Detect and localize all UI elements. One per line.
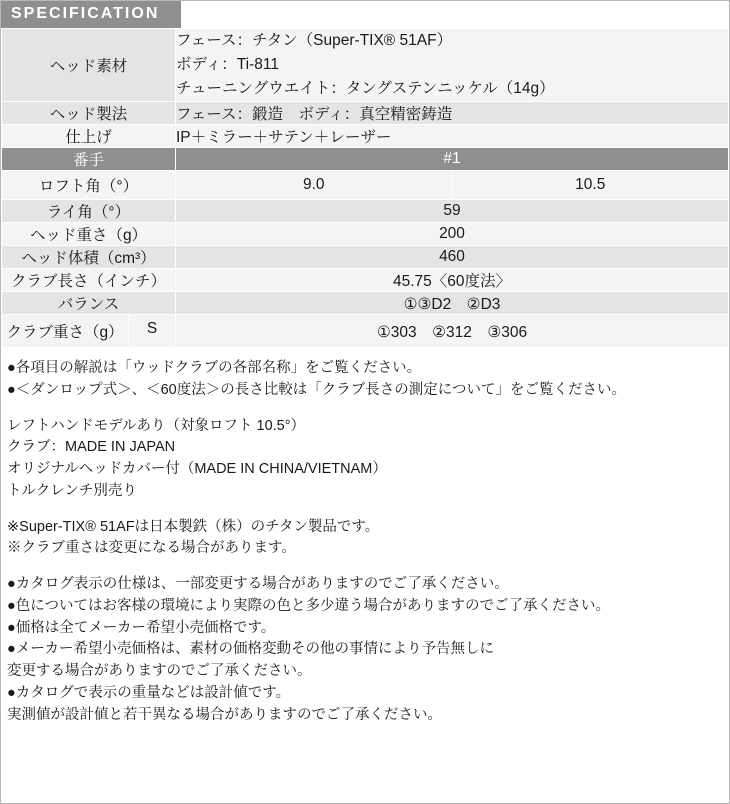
table-row [2,171,729,200]
row-label-finish: 仕上げ [2,125,176,148]
note-line: ●＜ダンロップ式＞、＜60度法＞の長さ比較は「クラブ長さの測定について」をご覧ください。 [7,381,626,398]
row-label-lie: ライ角（°） [2,200,176,223]
specification-header: SPECIFICATION [1,1,181,28]
note-line: クラブ：MADE IN JAPAN [7,439,176,456]
row-value-head-weight: 200 [176,223,729,246]
row-value-head-volume: 460 [176,246,729,269]
note-line: レフトハンドモデルあり（対象ロフト 10.5°） [7,417,306,434]
material-line-body: ボディ：Ti-811 [176,56,279,74]
material-line-face: フェース：チタン（Super-TIX® 51AF） [176,32,453,49]
club-weight-label: クラブ重さ（g） [2,315,129,347]
table-row [2,223,729,246]
loft-value-1: 9.0 [176,171,453,199]
table-row [2,269,729,292]
material-line-weight: チューニングウエイト：タングステンニッケル（14g） [176,80,555,98]
notes-group-disclaimer [7,574,723,726]
row-label-head-volume: ヘッド体積（cm³） [2,246,176,269]
row-value-head-material [176,29,729,102]
notes-section [1,348,729,730]
note-line: ●各項目の解説は「ウッドクラブの各部名称」をご覧ください。 [7,360,422,377]
table-row [2,102,729,125]
header-label-club-number: 番手 [2,148,176,171]
row-label-club-length: クラブ長さ（インチ） [2,269,176,292]
note-line: ●メーカー希望小売価格は、素材の価格変動その他の事情により予告無しに [7,641,494,658]
row-label-loft: ロフト角（°） [2,171,176,200]
table-row [2,29,729,102]
note-line: オリジナルヘッドカバー付（MADE IN CHINA/VIETNAM） [7,461,387,478]
row-value-head-construction: フェース：鍛造 ボディ：真空精密鋳造 [176,102,729,125]
table-row [2,246,729,269]
note-line: ●カタログ表示の仕様は、一部変更する場合がありますのでご了承ください。 [7,576,509,593]
row-value-loft [176,171,729,200]
row-value-finish: IP＋ミラー＋サテン＋レーザー [176,125,729,148]
loft-value-2: 10.5 [575,176,606,194]
row-label-head-weight: ヘッド重さ（g） [2,223,176,246]
row-label-club-weight [2,315,176,348]
table-row [2,200,729,223]
row-value-club-length: 45.75〈60度法〉 [176,269,729,292]
notes-group-explanations [7,358,723,402]
header-value-club-number: #1 [176,148,729,171]
table-row [2,315,729,348]
row-label-balance: バランス [2,292,176,315]
note-line: 実測値が設計値と若干異なる場合がありますのでご了承ください。 [7,706,442,723]
note-line: ●価格は全てメーカー希望小売価格です。 [7,619,276,636]
note-line: 変更する場合がありますのでご了承ください。 [7,663,312,680]
note-line: ●カタログで表示の重量などは設計値です。 [7,684,291,701]
note-line: ※Super-TIX® 51AFは日本製鉄（株）のチタン製品です。 [7,518,380,535]
note-line: ※クラブ重さは変更になる場合があります。 [7,540,296,557]
row-label-head-construction: ヘッド製法 [2,102,176,125]
table-row [2,292,729,315]
row-value-lie: 59 [176,200,729,223]
row-label-head-material: ヘッド素材 [2,29,176,102]
club-weight-flex: S [146,320,158,338]
row-value-club-weight: ①303 ②312 ③306 [176,315,729,348]
note-line: ●色についてはお客様の環境により実際の色と多少違う場合がありますのでご了承ください。 [7,597,610,614]
note-line: トルクレンチ別売り [7,482,137,499]
notes-group-trademark [7,517,723,561]
notes-group-model-info [7,416,723,503]
table-row-header-club-number [2,148,729,171]
specification-table [1,28,729,348]
row-value-balance: ①③D2 ②D3 [176,292,729,315]
table-row [2,125,729,148]
